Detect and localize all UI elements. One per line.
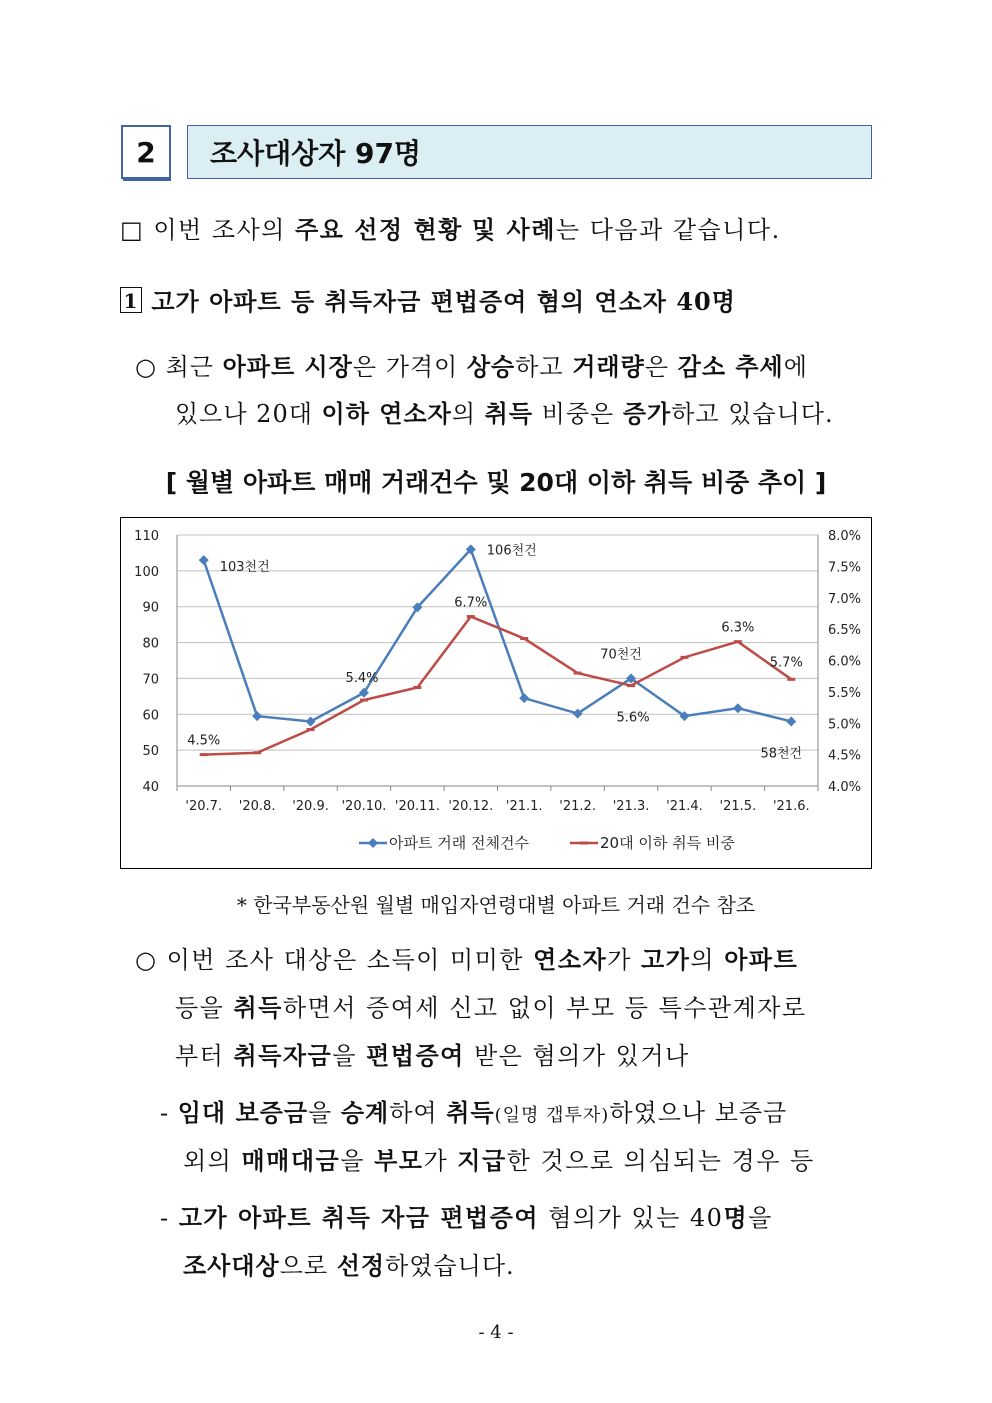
x-tick-label: '21.4. xyxy=(666,799,703,814)
y-left-tick-label: 40 xyxy=(142,780,159,795)
y-left-tick-label: 90 xyxy=(142,600,159,616)
text-run: 을 xyxy=(340,1147,375,1175)
series-point xyxy=(413,686,421,689)
bold-text: 고가 xyxy=(641,945,691,974)
text-run: 의 xyxy=(451,400,485,428)
y-left-tick-label: 110 xyxy=(134,529,159,544)
bold-text: 고가 아파트 취득 자금 편법증여 xyxy=(178,1203,540,1232)
text-run: - xyxy=(160,1099,178,1127)
series-point xyxy=(627,684,635,687)
square-bullet-icon: □ xyxy=(120,216,145,244)
intro-line: □ 이번 조사의 주요 선정 현황 및 사례는 다음과 같습니다. xyxy=(120,215,781,244)
series-point xyxy=(574,672,582,675)
y-left-tick-label: 70 xyxy=(142,672,159,688)
x-tick-label: '21.6. xyxy=(772,799,810,814)
bold-text: 부모 xyxy=(374,1146,424,1175)
circle-bullet-icon: ○ xyxy=(135,946,158,974)
para2-line3 xyxy=(175,1040,690,1072)
circle-bullet-icon: ○ xyxy=(135,353,157,381)
y-right-tick-label: 7.5% xyxy=(828,560,862,576)
bold-text: 취득 xyxy=(446,1098,495,1127)
y-right-tick-label: 5.0% xyxy=(828,717,862,733)
bold-text: 상승 xyxy=(466,352,516,381)
bold-text: 거래량 xyxy=(572,352,645,381)
text-run: 하고 xyxy=(515,353,573,381)
x-tick-label: '20.8. xyxy=(238,799,276,814)
y-left-tick-label: 100 xyxy=(134,564,159,580)
text-run: 가 xyxy=(423,1147,458,1175)
bold-text: 승계 xyxy=(340,1098,390,1127)
section-number: 2 xyxy=(121,125,171,179)
para2-line2 xyxy=(175,992,807,1024)
text-run: 부터 xyxy=(175,1042,234,1070)
text-run: 가 xyxy=(607,946,642,974)
series-point xyxy=(360,699,368,702)
dash1-line1 xyxy=(160,1097,787,1132)
bold-text: 아파트 시장 xyxy=(222,352,353,381)
text-run: - xyxy=(160,1204,179,1232)
y-left-tick-label: 80 xyxy=(142,636,159,652)
dash2-line1 xyxy=(160,1202,773,1234)
data-label: 6.7% xyxy=(454,595,488,611)
subheading-1 xyxy=(120,286,736,318)
y-right-tick-label: 8.0% xyxy=(828,529,862,544)
series-point xyxy=(786,716,796,726)
series-point xyxy=(467,615,475,618)
series-point xyxy=(787,678,795,681)
y-right-tick-label: 7.0% xyxy=(828,591,862,607)
legend-label: 20대 이하 취득 비중 xyxy=(600,834,735,852)
y-left-tick-label: 50 xyxy=(142,744,159,760)
data-label: 70천건 xyxy=(600,647,642,663)
x-tick-label: '21.1. xyxy=(505,799,543,814)
bold-text: 명 xyxy=(723,1203,749,1232)
data-label: 5.7% xyxy=(769,655,803,671)
chart-frame xyxy=(120,517,872,869)
text-run: 받은 혐의가 있거나 xyxy=(464,1042,690,1070)
series-line-1 xyxy=(204,617,792,755)
text-run: 등을 xyxy=(175,994,234,1022)
series-point xyxy=(680,656,688,659)
section-title: 조사대상자 97명 xyxy=(187,125,872,179)
text-run: 하였습니다. xyxy=(385,1252,515,1280)
boxed-number: 1 xyxy=(120,287,142,313)
text-run: 하였으나 보증금 xyxy=(609,1099,788,1127)
x-tick-label: '20.7. xyxy=(185,799,223,814)
series-point xyxy=(306,716,316,726)
bold-text: 매매대금 xyxy=(241,1146,341,1175)
y-right-tick-label: 6.0% xyxy=(828,654,862,670)
legend-marker xyxy=(368,838,378,848)
bold-text: 지급 xyxy=(457,1146,507,1175)
para1-line2 xyxy=(175,398,834,430)
text-run: 하여 xyxy=(389,1099,447,1127)
bold-text: 취득 xyxy=(484,399,534,428)
data-label: 6.3% xyxy=(721,620,755,636)
bold-text: 이하 연소자 xyxy=(321,399,452,428)
data-label: 103천건 xyxy=(219,560,270,576)
text-run: 은 가격이 xyxy=(352,353,467,381)
bold-text: 증가 xyxy=(622,399,672,428)
series-point xyxy=(734,640,742,643)
x-tick-label: '20.11. xyxy=(394,799,440,814)
series-point xyxy=(200,753,208,756)
page-number: - 4 - xyxy=(478,1322,514,1343)
legend-label: 아파트 거래 전체건수 xyxy=(389,834,529,852)
para2-line1 xyxy=(135,944,798,976)
bold-text: 임대 보증금 xyxy=(177,1098,309,1127)
data-label: 5.4% xyxy=(345,671,379,687)
y-right-tick-label: 5.5% xyxy=(828,685,862,701)
text-run: 하고 있습니다. xyxy=(671,400,834,428)
y-left-tick-label: 60 xyxy=(142,708,159,724)
data-label: 58천건 xyxy=(760,746,803,762)
x-tick-label: '20.9. xyxy=(292,799,329,814)
source-note: * 한국부동산원 월별 매입자연령대별 아파트 거래 건수 참조 xyxy=(236,893,756,917)
text-run: 의 xyxy=(690,946,725,974)
x-tick-label: '21.3. xyxy=(612,799,650,814)
series-point xyxy=(520,637,528,640)
text-run: 에 xyxy=(783,353,808,381)
y-right-tick-label: 4.5% xyxy=(828,748,862,764)
x-tick-label: '20.10. xyxy=(341,799,387,814)
text-run: 비중은 xyxy=(533,400,623,428)
text-run: 하면서 증여세 신고 없이 부모 등 특수관계자로 xyxy=(282,994,807,1022)
text-run: 은 xyxy=(644,353,678,381)
text-run: 한 것으로 의심되는 경우 등 xyxy=(506,1147,815,1175)
series-point xyxy=(253,751,261,754)
para1-line1 xyxy=(135,351,808,383)
series-point xyxy=(519,693,529,703)
series-point xyxy=(252,711,262,721)
x-tick-label: '20.12. xyxy=(448,799,494,814)
series-point xyxy=(733,703,743,713)
text-run: 으로 xyxy=(279,1252,337,1280)
bold-text: 취득자금 xyxy=(233,1041,333,1070)
bold-text: 선정 xyxy=(336,1251,386,1280)
data-label: 5.6% xyxy=(616,710,650,726)
bold-text: 감소 추세 xyxy=(677,352,784,381)
line-chart xyxy=(121,518,871,868)
y-right-tick-label: 4.0% xyxy=(828,780,862,795)
legend-marker xyxy=(580,842,588,845)
text-run: 최근 xyxy=(156,353,223,381)
y-right-tick-label: 6.5% xyxy=(828,623,862,639)
text-run: 을 xyxy=(332,1042,367,1070)
bold-text: 편법증여 xyxy=(366,1041,465,1070)
text-run: 을 xyxy=(748,1204,773,1232)
bold-text: 취득 xyxy=(233,993,283,1022)
series-point xyxy=(199,555,209,565)
series-line-0 xyxy=(204,549,792,721)
data-label: 106천건 xyxy=(486,543,537,559)
x-tick-label: '21.2. xyxy=(559,799,596,814)
text-run: 외의 xyxy=(183,1147,242,1175)
x-tick-label: '21.5. xyxy=(719,799,757,814)
text-run: 이번 조사 대상은 소득이 미미한 xyxy=(157,946,534,974)
dash2-line2 xyxy=(183,1250,515,1282)
subheading-title: 고가 아파트 등 취득자금 편법증여 혐의 연소자 40명 xyxy=(151,287,736,316)
data-label: 4.5% xyxy=(187,733,221,749)
dash1-line2 xyxy=(183,1145,815,1177)
series-point xyxy=(307,728,315,731)
small-text: (일명 갭투자) xyxy=(494,1105,610,1126)
bold-text: 연소자 xyxy=(533,945,608,974)
text-run: 을 xyxy=(308,1099,341,1127)
bold-text: 아파트 xyxy=(724,945,799,974)
text-run: 있으나 20대 xyxy=(175,400,322,428)
text-run: 혐의가 있는 40 xyxy=(539,1204,724,1232)
bold-text: 조사대상 xyxy=(183,1251,280,1280)
chart-title: [ 월별 아파트 매매 거래건수 및 20대 이하 취득 비중 추이 ] xyxy=(165,468,827,497)
